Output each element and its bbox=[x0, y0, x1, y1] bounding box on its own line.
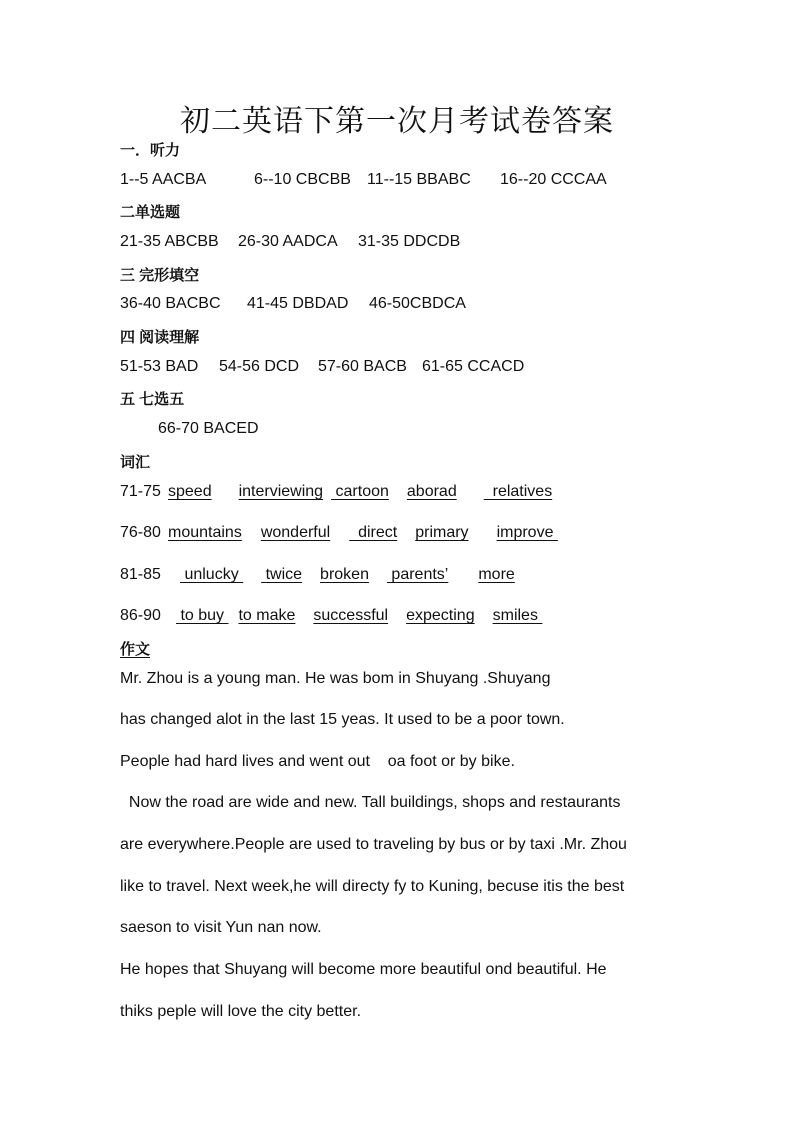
answer-group: 54-56 DCD bbox=[219, 358, 300, 375]
vocab-answer: wonderful bbox=[260, 524, 331, 541]
page-title: 初二英语下第一次月考试卷答案 bbox=[180, 104, 614, 139]
answer-group: 41-45 DBDAD bbox=[247, 295, 349, 312]
vocab-answer: more bbox=[478, 566, 515, 583]
vocab-answer: improve bbox=[496, 524, 558, 541]
seven-five-answer: 66-70 BACED bbox=[158, 420, 259, 437]
vocab-range: 86-90 bbox=[120, 607, 161, 624]
section-reading: 四 阅读理解 bbox=[120, 329, 200, 346]
vocab-answer: expecting bbox=[406, 607, 475, 624]
answer-group: 11--15 BBABC bbox=[367, 171, 471, 188]
vocab-answer: successful bbox=[313, 607, 389, 624]
vocab-answer: primary bbox=[415, 524, 469, 541]
section-seven-choose-five: 五 七选五 bbox=[120, 391, 185, 408]
essay-line: thiks peple will love the city better. bbox=[120, 1003, 362, 1020]
vocab-row bbox=[120, 524, 558, 542]
essay-line: saeson to visit Yun nan now. bbox=[120, 919, 322, 936]
vocab-row bbox=[120, 566, 515, 584]
answer-group: 36-40 BACBC bbox=[120, 295, 221, 312]
section-cloze: 三 完形填空 bbox=[120, 267, 200, 284]
section-single-choice: 二单选题 bbox=[120, 204, 181, 221]
vocab-row bbox=[120, 607, 542, 625]
vocab-range: 76-80 bbox=[120, 524, 161, 541]
answer-group: 26-30 AADCA bbox=[238, 233, 338, 250]
essay-line: People had hard lives and went out oa foot or by bike. bbox=[120, 753, 515, 770]
vocab-answer: relatives bbox=[483, 483, 553, 500]
vocab-answer: to make bbox=[238, 607, 296, 624]
vocab-answer: to buy bbox=[176, 607, 229, 624]
single-choice-answers-row bbox=[120, 233, 460, 251]
vocab-answer: parents’ bbox=[386, 566, 449, 583]
vocab-answer: direct bbox=[349, 524, 398, 541]
listening-answers-row bbox=[120, 171, 607, 189]
answer-group: 6--10 CBCBB bbox=[254, 171, 351, 188]
answer-group: 16--20 CCCAA bbox=[500, 171, 607, 188]
vocab-row bbox=[120, 483, 552, 501]
vocab-answer: speed bbox=[168, 483, 212, 500]
answer-group: 57-60 BACB bbox=[318, 358, 407, 375]
answer-group: 1--5 AACBA bbox=[120, 171, 207, 188]
vocab-range: 81-85 bbox=[120, 566, 161, 583]
vocab-answer: aborad bbox=[406, 483, 457, 500]
vocab-answer: cartoon bbox=[331, 483, 389, 500]
cloze-answers-row bbox=[120, 295, 466, 313]
answer-group: 51-53 BAD bbox=[120, 358, 199, 375]
section-listening: 一．听力 bbox=[120, 142, 181, 159]
answer-group: 21-35 ABCBB bbox=[120, 233, 219, 250]
essay-line: Mr. Zhou is a young man. He was bom in Shuyang .Shuyang bbox=[120, 670, 551, 687]
vocab-answer: mountains bbox=[168, 524, 242, 541]
vocab-answer: twice bbox=[261, 566, 303, 583]
essay-line: Now the road are wide and new. Tall buildings, shops and restaurants bbox=[120, 794, 621, 811]
answer-group: 61-65 CCACD bbox=[422, 358, 525, 375]
vocab-answer: interviewing bbox=[238, 483, 324, 500]
vocab-answer: unlucky bbox=[180, 566, 244, 583]
vocab-answer: broken bbox=[320, 566, 369, 583]
essay-line: He hopes that Shuyang will become more beautiful ond beautiful. He bbox=[120, 961, 607, 978]
vocab-range: 71-75 bbox=[120, 483, 161, 500]
section-writing: 作文 bbox=[120, 641, 151, 658]
essay-line: are everywhere.People are used to traveling by bus or by taxi .Mr. Zhou bbox=[120, 836, 627, 853]
vocab-answer: smiles bbox=[492, 607, 543, 624]
reading-answers-row bbox=[120, 358, 524, 376]
essay-line: has changed alot in the last 15 yeas. It used to be a poor town. bbox=[120, 711, 565, 728]
answer-group: 46-50CBDCA bbox=[369, 295, 466, 312]
answer-group: 31-35 DDCDB bbox=[358, 233, 461, 250]
section-vocabulary: 词汇 bbox=[120, 454, 151, 471]
essay-line: like to travel. Next week,he will directy fy to Kuning, becuse itis the best bbox=[120, 878, 625, 895]
